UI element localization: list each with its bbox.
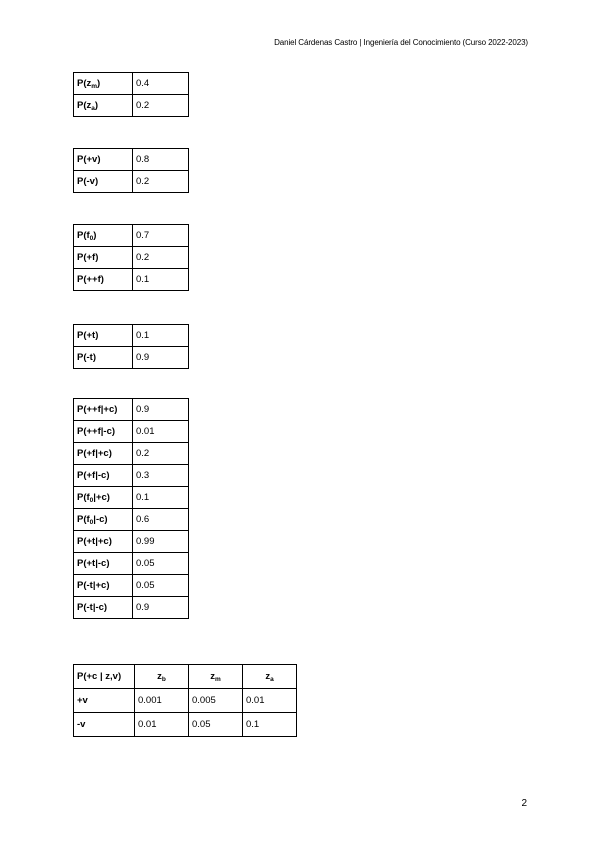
table-cell: 0.1 <box>243 713 297 737</box>
table-corner-label: P(+c | z,v) <box>74 665 135 689</box>
column-header: $z_m$ <box>189 665 243 689</box>
prob-label: P(+f|-c) <box>74 465 133 487</box>
table-row <box>74 325 189 347</box>
prob-value: 0.1 <box>133 269 189 291</box>
f-prior-table <box>73 224 189 291</box>
prob-value: 0.01 <box>133 421 189 443</box>
table-row <box>74 225 189 247</box>
prob-value: 0.3 <box>133 465 189 487</box>
prob-value: 0.7 <box>133 225 189 247</box>
c-given-z-v-table <box>73 664 297 737</box>
prob-label: P(+v) <box>74 149 133 171</box>
prob-label: P(-v) <box>74 171 133 193</box>
prob-value: 0.1 <box>133 487 189 509</box>
table-row <box>74 149 189 171</box>
table-row <box>74 509 189 531</box>
table-cell: 0.05 <box>189 713 243 737</box>
column-header: $z_a$ <box>243 665 297 689</box>
prob-value: 0.2 <box>133 95 189 117</box>
table-cell: 0.001 <box>135 689 189 713</box>
table-header-row <box>74 665 297 689</box>
prob-label: P(-t) <box>74 347 133 369</box>
prob-label: $P(z_a)$ <box>74 95 133 117</box>
prob-label: $P(z_m)$ <box>74 73 133 95</box>
prob-label: $P(f_0|+c)$ <box>74 487 133 509</box>
table-row <box>74 553 189 575</box>
table-row <box>74 269 189 291</box>
page-number: 2 <box>521 798 527 809</box>
table-row <box>74 171 189 193</box>
prob-value: 0.6 <box>133 509 189 531</box>
prob-value: 0.9 <box>133 347 189 369</box>
table-row <box>74 421 189 443</box>
column-header: $z_b$ <box>135 665 189 689</box>
page-header: Daniel Cárdenas Castro | Ingeniería del Conocimiento (Curso 2022-2023) <box>274 38 528 47</box>
table-cell: 0.005 <box>189 689 243 713</box>
table-row <box>74 531 189 553</box>
prob-label: P(+f|+c) <box>74 443 133 465</box>
table-row <box>74 247 189 269</box>
prob-value: 0.2 <box>133 443 189 465</box>
prob-label: P(+t) <box>74 325 133 347</box>
prob-value: 0.8 <box>133 149 189 171</box>
table-row <box>74 713 297 737</box>
prob-label: $P(f_0)$ <box>74 225 133 247</box>
table-row <box>74 487 189 509</box>
prob-value: 0.05 <box>133 575 189 597</box>
prob-label: P(++f|+c) <box>74 399 133 421</box>
table-row <box>74 465 189 487</box>
table-row <box>74 443 189 465</box>
table-cell: 0.01 <box>243 689 297 713</box>
prob-value: 0.99 <box>133 531 189 553</box>
table-row <box>74 347 189 369</box>
prob-label: P(-t|-c) <box>74 597 133 619</box>
prob-label: $P(f_0|-c)$ <box>74 509 133 531</box>
prob-value: 0.9 <box>133 597 189 619</box>
prob-label: P(++f) <box>74 269 133 291</box>
prob-value: 0.1 <box>133 325 189 347</box>
prob-label: P(++f|-c) <box>74 421 133 443</box>
table-row <box>74 689 297 713</box>
z-prior-table <box>73 72 189 117</box>
t-prior-table <box>73 324 189 369</box>
table-row <box>74 73 189 95</box>
table-cell: 0.01 <box>135 713 189 737</box>
prob-value: 0.4 <box>133 73 189 95</box>
table-row <box>74 575 189 597</box>
prob-label: P(+t|+c) <box>74 531 133 553</box>
prob-value: 0.05 <box>133 553 189 575</box>
prob-label: P(+t|-c) <box>74 553 133 575</box>
table-row <box>74 399 189 421</box>
conditional-probabilities-table <box>73 398 189 619</box>
table-row <box>74 597 189 619</box>
row-label: -v <box>74 713 135 737</box>
v-prior-table <box>73 148 189 193</box>
prob-label: P(-t|+c) <box>74 575 133 597</box>
prob-value: 0.2 <box>133 171 189 193</box>
prob-value: 0.9 <box>133 399 189 421</box>
table-row <box>74 95 189 117</box>
prob-value: 0.2 <box>133 247 189 269</box>
prob-label: P(+f) <box>74 247 133 269</box>
row-label: +v <box>74 689 135 713</box>
